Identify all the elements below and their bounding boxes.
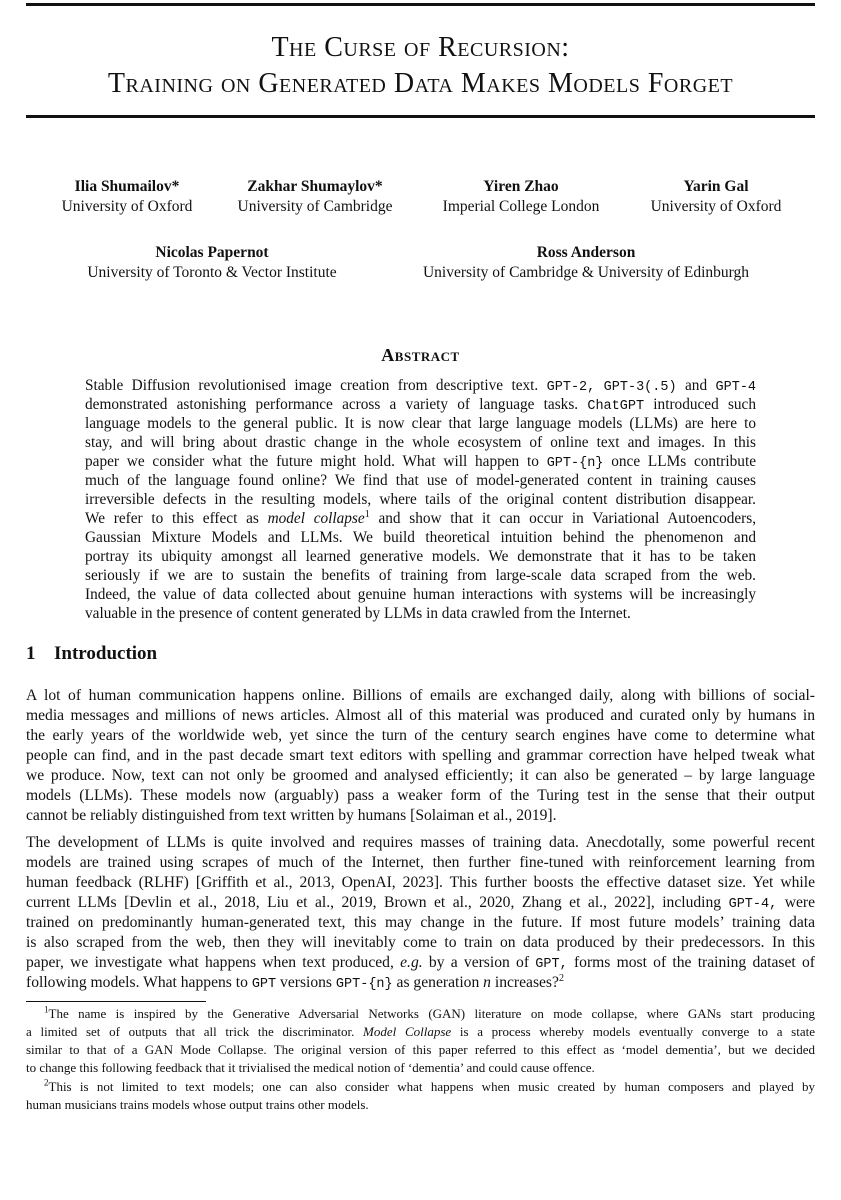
author-block	[633, 177, 799, 217]
term-model-collapse: model collapse	[267, 510, 365, 527]
footnote-line: similar to that of a GAN Mode Collapse. The original version of this paper referred to this effect as ‘model dementia’, but we decided	[26, 1042, 815, 1057]
body-line: paper, we investigate what happens when text produced, e.g. by a version of GPT, forms most of the training dataset of	[26, 954, 815, 972]
body-line: trained on predominantly human-generated text, this may change in the future. If most future models’ training data	[26, 914, 815, 931]
abstract-line: seriously if we are to sustain the benefits of training from large-scale data scraped from the web.	[85, 567, 756, 584]
author-affiliation: University of Cambridge	[237, 198, 393, 215]
body-line: the early years of the worldwide web, yet since the turn of the century search engines have come to determine what	[26, 727, 815, 744]
code-gpt-n: GPT-{n}	[546, 456, 604, 471]
body-line: following models. What happens to GPT versions GPT-{n} as generation n increases?$^2$	[26, 972, 564, 992]
top-rule	[26, 3, 815, 6]
body-line: models (LLMs). These models now (arguably) pass a weaker form of the Turing test in the sense that their output	[26, 787, 815, 804]
title-bottom-rule	[26, 115, 815, 118]
body-line: people can find, and in the past decade smart text editors with spelling and grammar correction have helped tweak what	[26, 747, 815, 764]
code-gpt: GPT	[251, 977, 277, 992]
footnote-line: to change this following feedback that it trivialised the medical notion of ‘dementia’ and could cause offence.	[26, 1060, 595, 1075]
abstract-line: We refer to this effect as model collapse$^1$ and show that it can occur in Variational Autoencoders,	[85, 508, 757, 527]
author-affiliation: University of Toronto & Vector Institute	[87, 264, 337, 281]
abstract-line: paper we consider what the future might hold. What will happen to GPT-{n} once LLMs contribute	[85, 453, 756, 471]
code-gpt: GPT,	[535, 957, 568, 972]
footnote-line: human musicians trains models whose output trains other models.	[26, 1097, 369, 1112]
paper-title-line-1: The Curse of Recursion:	[271, 32, 570, 63]
body-line: human feedback (RLHF) [Griffith et al., 2013, OpenAI, 2023]. This further boosts the effective dataset size. Yet while	[26, 874, 815, 891]
footnote-line: a limited set of outputs that all trick the discriminator. Model Collapse is a process whereby models eventually converge to a state	[26, 1024, 816, 1039]
abstract-heading: Abstract	[381, 345, 460, 365]
author-block	[62, 243, 362, 283]
body-line: The development of LLMs is quite involved and requires masses of training data. Anecdotally, some powerful recent	[26, 834, 815, 851]
abbr-eg: e.g.	[400, 954, 423, 971]
abstract-line: much of the language found online? We find that use of model-generated content in training causes	[85, 472, 756, 489]
section-title: Introduction	[54, 643, 158, 664]
author-block	[42, 177, 212, 217]
abstract-line: Gaussian Mixture Models and LLMs. We build theoretical intuition behind the phenomenon and	[85, 529, 756, 546]
author-name: Ross Anderson	[536, 244, 636, 261]
footnote-ref: 1	[364, 508, 370, 520]
body-line: we produce. Now, text can not only be groomed and analysed efficiently; it can also be generated – by large language	[26, 767, 815, 784]
author-affiliation: University of Oxford	[61, 198, 193, 215]
abstract-line: portray its ubiquity amongst all learned generative models. We demonstrate that it has to be taken	[85, 548, 756, 565]
author-name: Ilia Shumailov*	[74, 178, 180, 195]
code-gpt4: GPT-4,	[728, 897, 778, 912]
body-line: current LLMs [Devlin et al., 2018, Liu et al., 2019, Brown et al., 2020, Zhang et al., 2022], including GPT-4, were	[26, 894, 816, 912]
section-heading	[26, 643, 157, 665]
body-line: media messages and millions of news articles. Almost all of this material was produced and curated only by humans in	[26, 707, 815, 724]
body-line: is also scraped from the web, then they will inevitably come to train on data produced by their predecessors. In this	[26, 934, 815, 951]
author-name: Yiren Zhao	[483, 178, 559, 195]
footnote-mark: 1	[44, 1004, 49, 1015]
author-affiliation: University of Cambridge & University of Edinburgh	[422, 264, 750, 281]
abstract-line: language models to the general public. It is now clear that large language models (LLMs) are here to	[85, 415, 756, 432]
author-name: Zakhar Shumaylov*	[247, 178, 383, 195]
abstract-line: demonstrated astonishing performance across a variety of language tasks. ChatGPT introduced such	[85, 396, 756, 414]
abstract-line: stay, and will bring about drastic change in the whole ecosystem of online text and images. In this	[85, 434, 756, 451]
abstract-line: Indeed, the value of data collected about genuine human interactions with systems will be increasingly	[85, 586, 756, 603]
author-affiliation: University of Oxford	[650, 198, 782, 215]
footnote-mark: 2	[44, 1077, 49, 1088]
abstract-line: Stable Diffusion revolutionised image creation from descriptive text. GPT-2, GPT-3(.5) and GPT-4	[85, 377, 757, 395]
footnote-ref: 2	[558, 972, 564, 984]
abstract-line: valuable in the presence of content generated by LLMs in data crawled from the Internet.	[85, 605, 631, 622]
author-affiliation: Imperial College London	[442, 198, 600, 215]
code-chatgpt: ChatGPT	[587, 399, 645, 414]
footnote-line: $^2$This is not limited to text models; one can also consider what happens when music created by human composers and played by	[44, 1077, 815, 1094]
footnote-rule	[26, 1001, 206, 1002]
author-name: Yarin Gal	[683, 178, 749, 195]
author-name: Nicolas Papernot	[155, 244, 269, 261]
math-n: n	[483, 974, 491, 991]
author-block	[396, 243, 776, 283]
code-gpt2: GPT-2,	[546, 380, 596, 395]
author-block	[222, 177, 408, 217]
body-line: models are trained using scrapes of much of the Internet, then further fine-tuned with reinforcement learning from	[26, 854, 815, 871]
code-gpt4: GPT-4	[715, 380, 757, 395]
code-gpt3: GPT-3(.5)	[603, 380, 677, 395]
footnote-line: $^1$The name is inspired by the Generative Adversarial Networks (GAN) literature on mode collapse, where GANs start producing	[44, 1004, 815, 1021]
body-line: A lot of human communication happens online. Billions of emails are exchanged daily, along with billions of social-	[26, 687, 815, 704]
section-number: 1	[26, 643, 36, 664]
body-line: cannot be reliably distinguished from text written by humans [Solaiman et al., 2019].	[26, 807, 557, 824]
author-block	[428, 177, 614, 217]
paper-title-line-2: Training on Generated Data Makes Models Forget	[107, 68, 734, 99]
abstract-line: irreversible defects in the resulting models, where tails of the original content distribution disappear.	[85, 491, 756, 508]
code-gpt-n: GPT-{n}	[335, 977, 393, 992]
